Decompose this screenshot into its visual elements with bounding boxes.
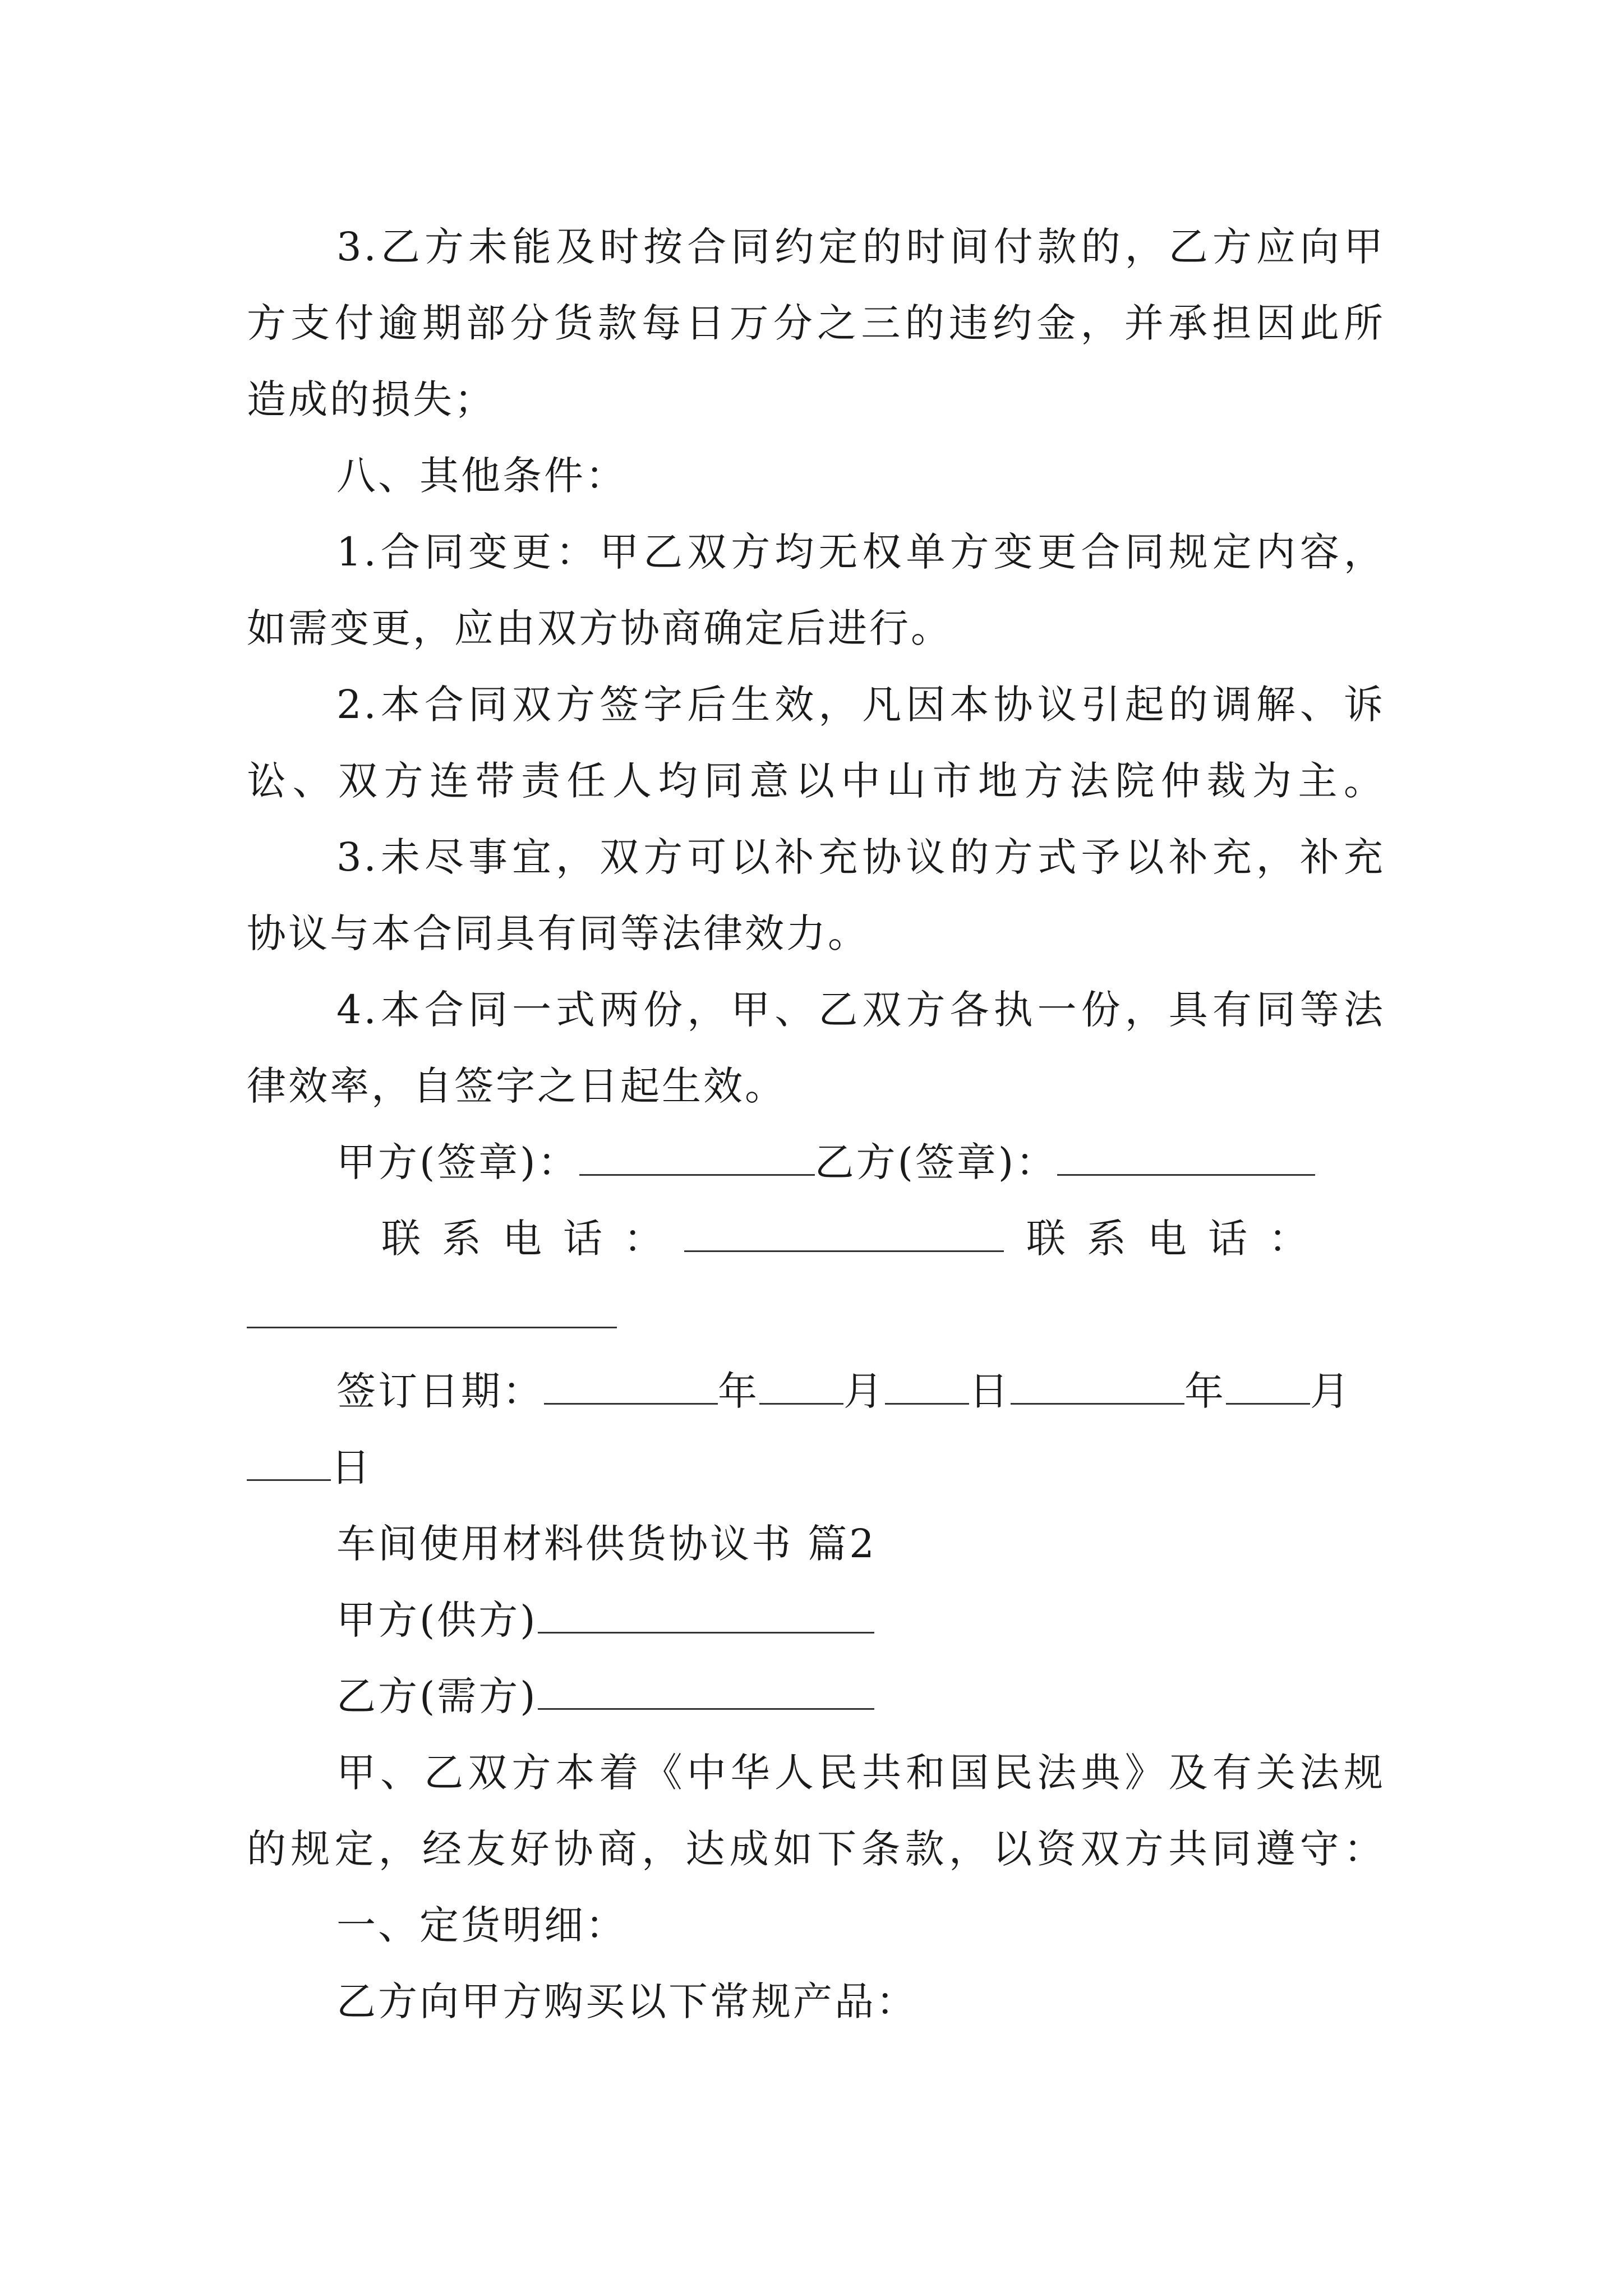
clause-3-late-payment-line2: 方支付逾期部分货款每日万分之三的违约金，并承担因此所 <box>247 300 1385 346</box>
clause-2-effect-line1: 2.本合同双方签字后生效，凡因本协议引起的调解、诉 <box>336 682 1385 728</box>
party-a-contact-label: 联系电话： <box>381 1216 684 1262</box>
supplier-row <box>336 1592 1385 1648</box>
party-b-contact-label: 联系电话： <box>1026 1216 1329 1262</box>
date-row <box>336 1363 1385 1419</box>
party-b-year-field[interactable] <box>1011 1368 1184 1405</box>
month-label-b: 月 <box>1310 1368 1352 1414</box>
buyer-field[interactable] <box>538 1673 874 1710</box>
party-a-signature-label: 甲方(签章)： <box>336 1139 579 1185</box>
supplier-label: 甲方(供方) <box>336 1597 538 1643</box>
contact-continuation-row <box>247 1287 1385 1343</box>
buyer-label: 乙方(需方) <box>336 1673 538 1719</box>
clause-2-effect-line2: 讼、双方连带责任人均同意以中山市地方法院仲裁为主。 <box>247 758 1385 804</box>
order-details-heading: 一、定货明细： <box>336 1902 627 1948</box>
day-label-a: 日 <box>969 1368 1011 1414</box>
party-a-day-field[interactable] <box>885 1368 969 1405</box>
clause-4-copies-line2: 律效率，自签字之日起生效。 <box>247 1063 786 1109</box>
clause-4-copies-line1: 4.本合同一式两份，甲、乙双方各执一份，具有同等法 <box>336 987 1385 1033</box>
supplier-field[interactable] <box>538 1597 874 1634</box>
clause-1-change-line2: 如需变更，应由双方协商确定后进行。 <box>247 605 952 651</box>
year-label-b: 年 <box>1184 1368 1226 1414</box>
party-a-signature-field[interactable] <box>579 1139 815 1176</box>
signature-row <box>336 1134 1385 1190</box>
clause-1-change-line1: 1.合同变更：甲乙双方均无权单方变更合同规定内容， <box>336 529 1385 575</box>
agreement-2-intro-line2: 的规定，经友好协商，达成如下条款，以资双方共同遵守： <box>247 1826 1385 1872</box>
day-label-b: 日 <box>331 1444 372 1490</box>
clause-3-supplement-line1: 3.未尽事宜，双方可以补充协议的方式予以补充，补充 <box>336 834 1385 880</box>
clause-3-late-payment-line1: 3.乙方未能及时按合同约定的时间付款的，乙方应向甲 <box>336 224 1385 270</box>
date-continuation-row <box>247 1439 1385 1496</box>
clause-3-late-payment-line3: 造成的损失； <box>247 376 496 422</box>
party-b-signature-label: 乙方(签章)： <box>814 1139 1058 1185</box>
clause-3-supplement-line2: 协议与本合同具有同等法律效力。 <box>247 910 869 956</box>
agreement-2-title: 车间使用材料供货协议书 篇2 <box>336 1521 877 1567</box>
section-8-heading: 八、其他条件： <box>336 453 627 499</box>
date-label: 签订日期： <box>336 1368 544 1414</box>
party-b-signature-field[interactable] <box>1057 1139 1315 1176</box>
party-b-contact-field[interactable] <box>247 1292 617 1328</box>
party-a-month-field[interactable] <box>759 1368 843 1405</box>
contact-row <box>381 1211 1391 1267</box>
party-a-contact-field[interactable] <box>684 1216 1004 1252</box>
agreement-2-intro-line1: 甲、乙双方本着《中华人民共和国民法典》及有关法规 <box>336 1750 1385 1796</box>
party-a-year-field[interactable] <box>544 1368 718 1405</box>
order-details-text: 乙方向甲方购买以下常规产品： <box>336 1978 917 2024</box>
party-b-month-field[interactable] <box>1226 1368 1310 1405</box>
party-b-day-field[interactable] <box>247 1444 331 1481</box>
year-label-a: 年 <box>718 1368 759 1414</box>
month-label-a: 月 <box>843 1368 885 1414</box>
buyer-row <box>336 1668 1385 1724</box>
